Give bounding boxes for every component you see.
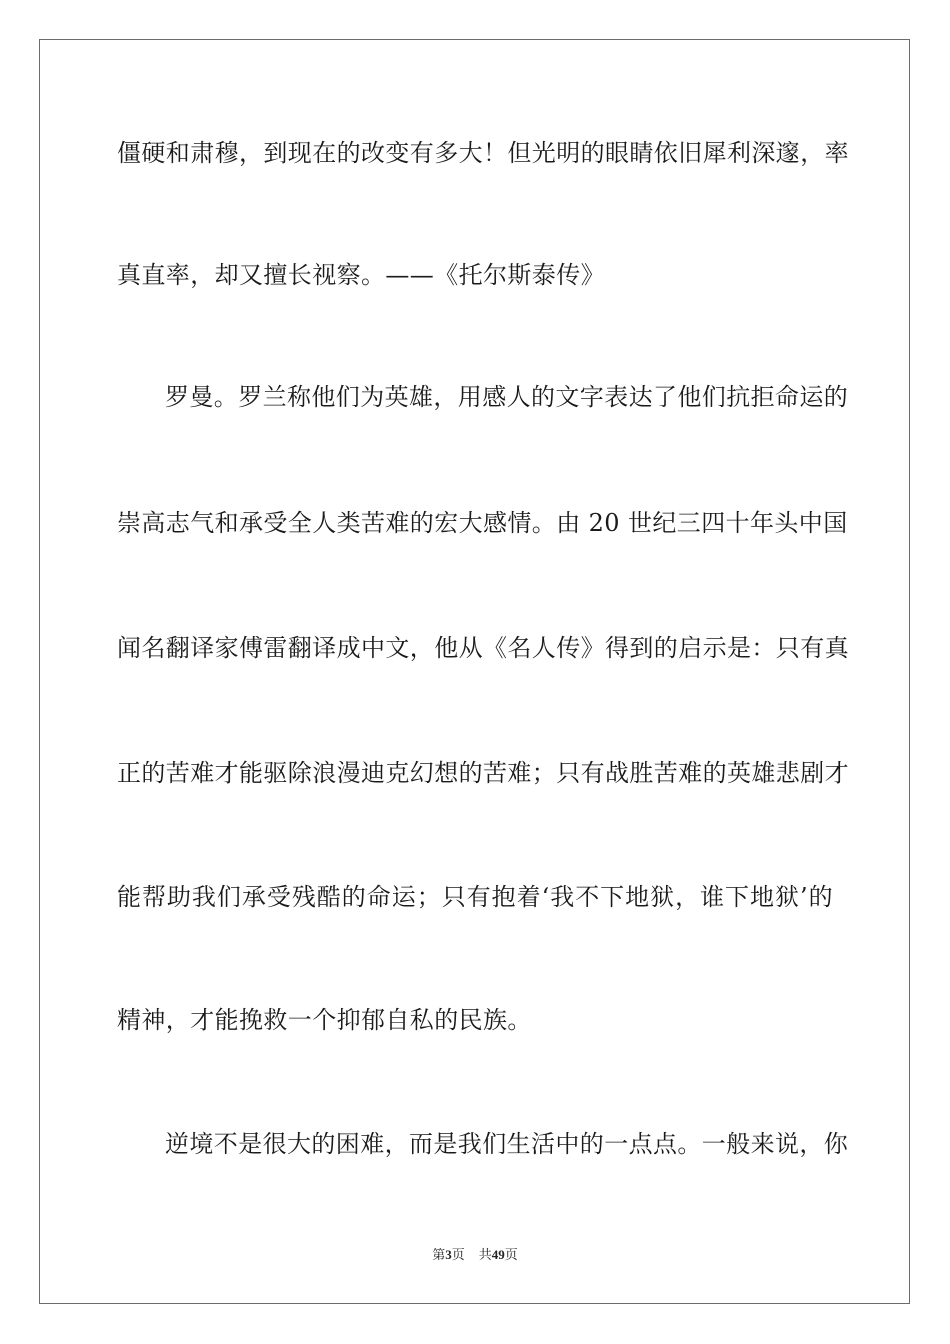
total-prefix: 共 <box>478 1248 492 1263</box>
total-pages: 49 <box>491 1247 505 1262</box>
page-number: 3 <box>445 1247 452 1262</box>
total-suffix: 页 <box>504 1248 518 1263</box>
page-footer <box>0 1246 950 1265</box>
body-text-line-4: 崇高志气和承受全人类苦难的宏大感情。由 20 世纪三四十年头中国 <box>117 509 848 537</box>
body-text-line-1: 僵硬和肃穆，到现在的改变有多大！但光明的眼睛依旧犀利深邃，率 <box>117 139 849 167</box>
body-text-line-3: 罗曼。罗兰称他们为英雄，用感人的文字表达了他们抗拒命运的 <box>165 383 849 411</box>
page-suffix: 页 <box>451 1248 465 1263</box>
body-text-line-8: 精神，才能挽救一个抑郁自私的民族。 <box>117 1006 532 1034</box>
page-prefix: 第 <box>432 1248 446 1263</box>
body-text-line-7: 能帮助我们承受残酷的命运；只有抱着‘我不下地狱，谁下地狱’的 <box>117 883 833 911</box>
body-text-line-5: 闻名翻译家傅雷翻译成中文，他从《名人传》得到的启示是：只有真 <box>117 634 849 662</box>
page-border <box>39 39 910 1304</box>
body-text-line-2: 真直率，却又擅长视察。——《托尔斯泰传》 <box>117 261 605 289</box>
body-text-line-9: 逆境不是很大的困难，而是我们生活中的一点点。一般来说，你 <box>165 1130 849 1158</box>
body-text-line-6: 正的苦难才能驱除浪漫迪克幻想的苦难；只有战胜苦难的英雄悲剧才 <box>117 759 849 787</box>
